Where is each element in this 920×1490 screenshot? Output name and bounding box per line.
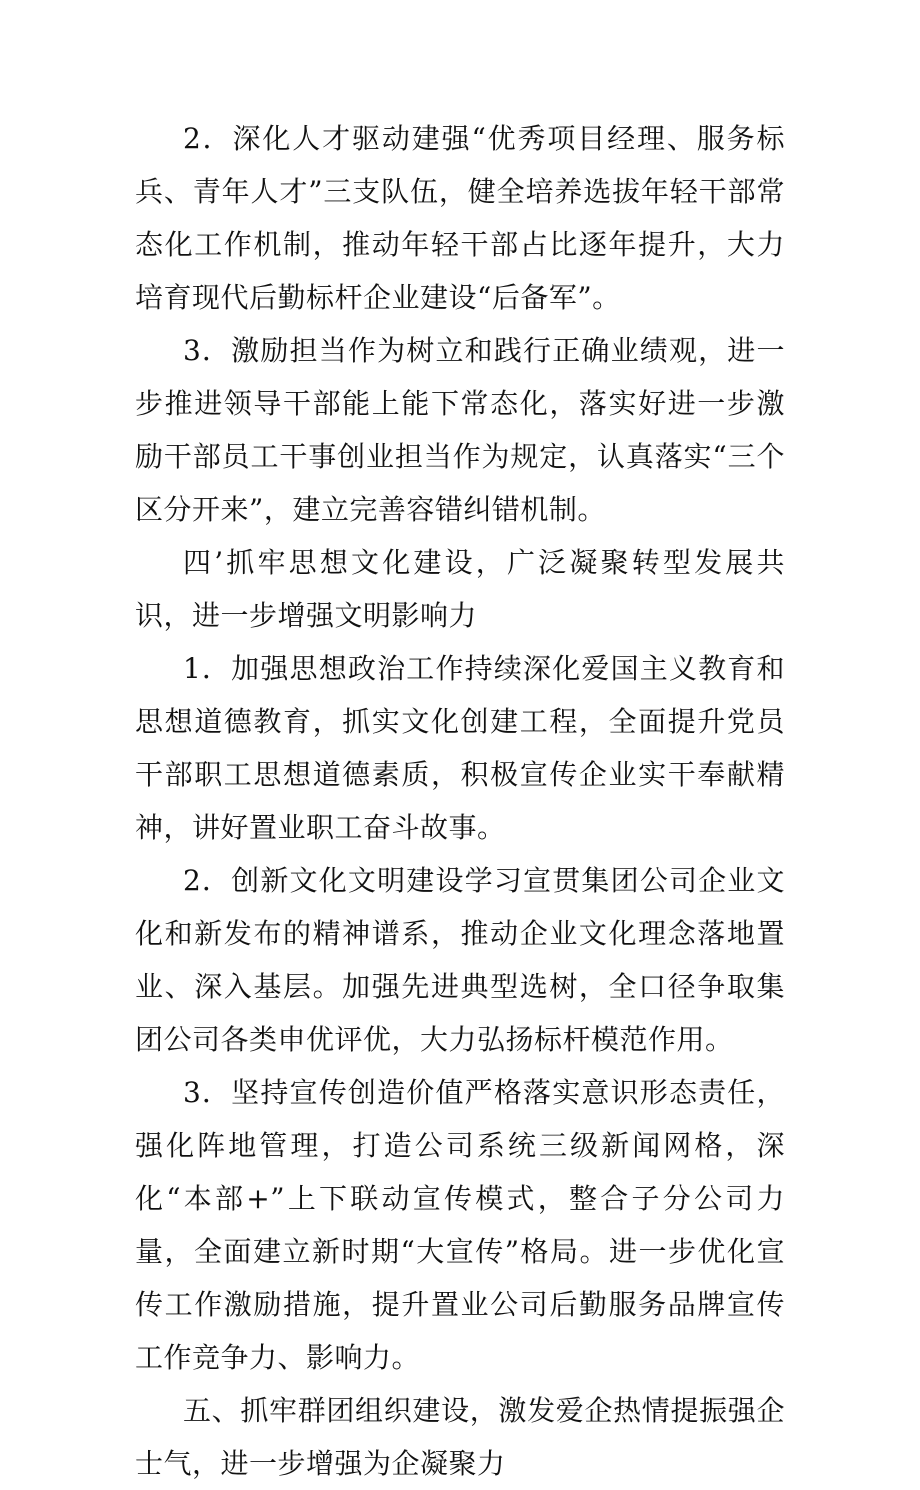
paragraph-ideology: 1．加强思想政治工作持续深化爱国主义教育和思想道德教育，抓实文化创建工程，全面提升党员干部职工思想道德素质，积极宣传企业实干奉献精神，讲好置业职工奋斗故事。 [135, 652, 785, 844]
section-heading-culture: 四’抓牢思想文化建设，广泛凝聚转型发展共识，进一步增强文明影响力 [135, 546, 785, 632]
document-body [0, 112, 920, 1490]
paragraph-talent-drive: 2．深化人才驱动建强“优秀项目经理、服务标兵、青年人才”三支队伍，健全培养选拔年轻干部常态化工作机制，推动年轻干部占比逐年提升，大力培育现代后勤标杆企业建设“后备军”。 [135, 122, 785, 314]
paragraph-incentive: 3．激励担当作为树立和践行正确业绩观，进一步推进领导干部能上能下常态化，落实好进一步激励干部员工干事创业担当作为规定，认真落实“三个区分开来”，建立完善容错纠错机制。 [135, 334, 785, 526]
paragraph-publicity: 3．坚持宣传创造价值严格落实意识形态责任，强化阵地管理，打造公司系统三级新闻网格，深化“本部+”上下联动宣传模式，整合子分公司力量，全面建立新时期“大宣传”格局。进一步优化宣传工作激励措施，提升置业公司后勤服务品牌宣传工作竞争力、影响力。 [135, 1076, 785, 1374]
paragraph-culture-innovation: 2．创新文化文明建设学习宣贯集团公司企业文化和新发布的精神谱系，推动企业文化理念落地置业、深入基层。加强先进典型选树，全口径争取集团公司各类申优评优，大力弘扬标杆模范作用。 [135, 864, 785, 1056]
section-heading-mass-organizations: 五、抓牢群团组织建设，激发爱企热情提振强企士气，进一步增强为企凝聚力 [135, 1394, 785, 1480]
